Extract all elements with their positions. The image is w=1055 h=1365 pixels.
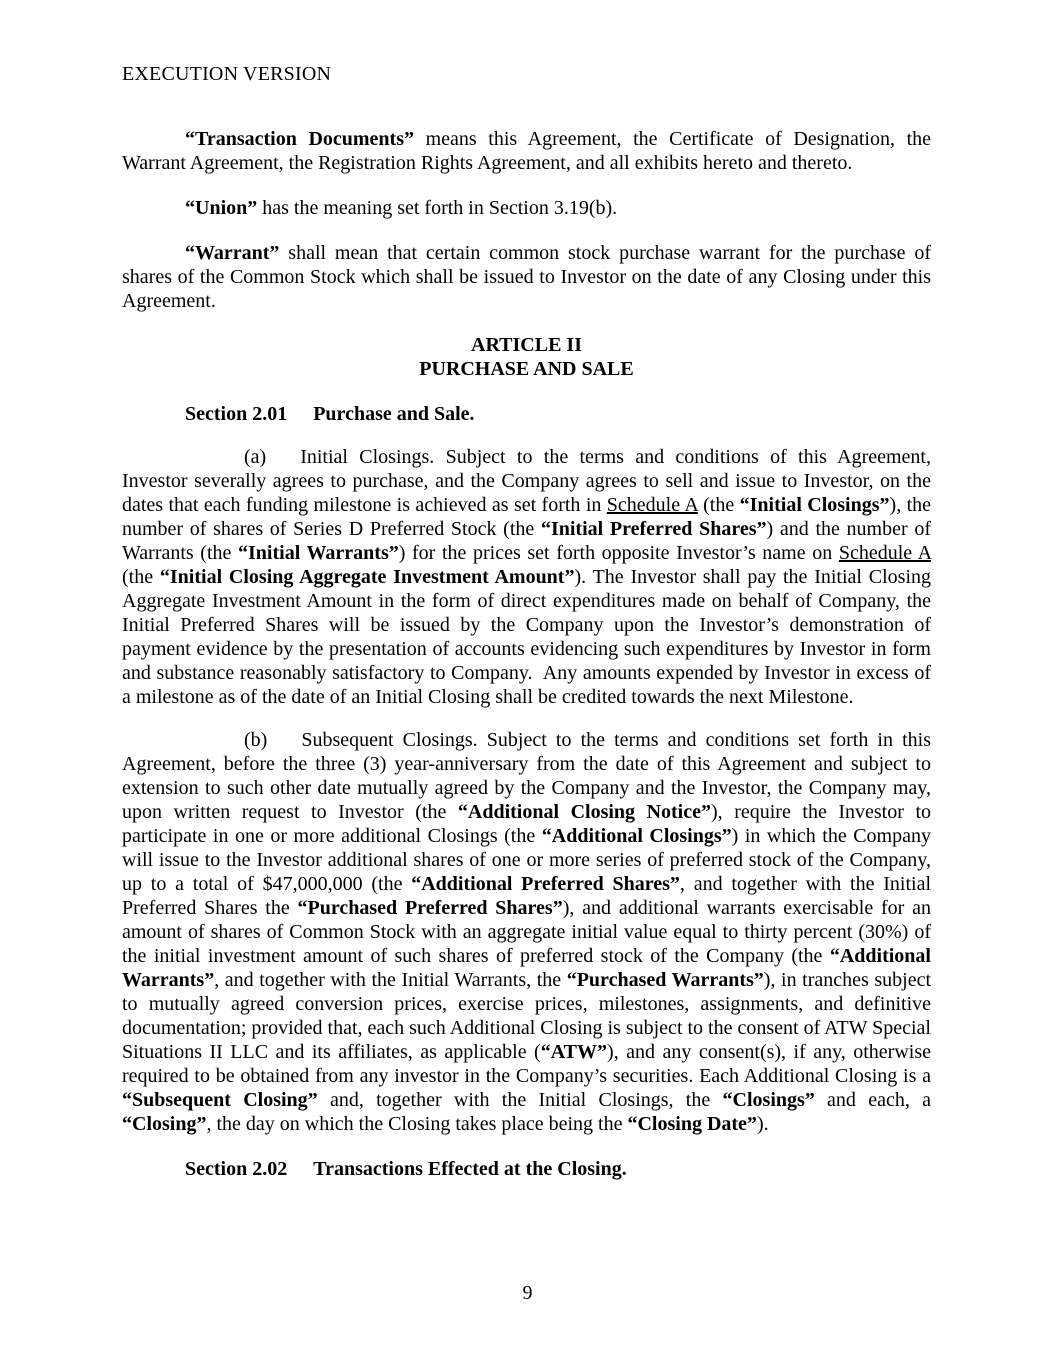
- defined-term: “Initial Closing Aggregate Investment Amount”: [159, 566, 575, 588]
- text-run: , and together with the Initial Warrants, the: [214, 969, 567, 991]
- text-run: ), the number of shares of Series D Preferred Stock (the: [122, 494, 932, 540]
- schedule-reference: Schedule A: [606, 494, 698, 516]
- text-run: ), and additional warrants exercisable for an amount of shares of Common Stock with an aggregate initial value equal to thirty percent (30%) of the initial investment amount of such shares of preferred stock of the Company (the: [122, 897, 931, 967]
- defined-term: “Warrant”: [185, 242, 280, 264]
- text-run: ), in tranches subject to mutually agreed conversion prices, exercise prices, milestones, assignments, and definitive documentation; provided that, each such Additional Closing is subject to the consent of ATW Special Situations II LLC and its affiliates, as applicable (: [122, 969, 932, 1063]
- document-header: [122, 62, 931, 86]
- text-run: Initial Closings. Subject to the terms and conditions of this Agreement, Investor severally agrees to purchase, and the Company agrees to sell and issue to Investor, on the dates that each funding milestone is achieved as set forth in: [122, 446, 931, 516]
- text-run: ).: [756, 1113, 769, 1135]
- body-paragraph: [122, 728, 931, 1136]
- text-run: Subsequent Closings. Subject to the terms and conditions set forth in this Agreement, before the three (3) year-anniversary from the date of this Agreement and subject to extension to such other date mutually agreed by the Company and the Investor, the Company may, upon written request to Investor (the: [122, 729, 931, 823]
- page-number: 9: [522, 1282, 533, 1304]
- defined-term: “Closings”: [722, 1089, 815, 1111]
- defined-term: Purchase and Sale.: [313, 403, 475, 425]
- body-paragraph: [122, 445, 931, 709]
- defined-term: “Additional Preferred Shares”: [411, 873, 680, 895]
- defined-term: “Initial Preferred Shares”: [540, 518, 767, 540]
- defined-term: “ATW”: [540, 1041, 608, 1063]
- defined-term: Section 2.02: [185, 1158, 288, 1180]
- text-run: ), require the Investor to participate in one or more additional Closings (the: [122, 801, 932, 847]
- article-heading: [122, 333, 931, 381]
- defined-term: “Additional Closings”: [541, 825, 732, 847]
- definition-paragraph: [122, 196, 931, 220]
- text-run: (the: [122, 566, 160, 588]
- text-run: has the meaning set forth in Section 3.19(b).: [257, 197, 618, 219]
- defined-term: “Subsequent Closing”: [122, 1089, 318, 1111]
- document-body: [122, 127, 931, 1181]
- text-run: ). The Investor shall pay the Initial Closing Aggregate Investment Amount in the form of direct expenditures made on behalf of Company, the Initial Preferred Shares will be issued by the Company upon the Investor’s demonstration of payment evidence by the presentation of accounts evidencing such expenditures by Investor in form and substance reasonably satisfactory to Company. Any amounts expended by Investor in excess of a milestone as of the date of an Initial Closing shall be credited towards the next Milestone.: [122, 566, 932, 708]
- defined-term: Section 2.01: [185, 403, 288, 425]
- text-run: ) for the prices set forth opposite Investor’s name on: [398, 542, 839, 564]
- text-run: , the day on which the Closing takes place being the: [206, 1113, 628, 1135]
- defined-term: “Additional Closing Notice”: [457, 801, 711, 823]
- text-run: ) in which the Company will issue to the Investor additional shares of one or more series of preferred stock of the Company, up to a total of $47,000,000 (the: [122, 825, 931, 895]
- text-run: and, together with the Initial Closings, the: [317, 1089, 723, 1111]
- defined-term: “Purchased Warrants”: [566, 969, 764, 991]
- text-run: ), and any consent(s), if any, otherwise required to be obtained from any investor in the Company’s securities. Each Additional Closing is a: [122, 1041, 931, 1087]
- text-run: means this Agreement, the Certificate of Designation, the Warrant Agreement, the Registration Rights Agreement, and all exhibits hereto and thereto.: [122, 128, 932, 174]
- text-run: , and together with the Initial Preferred Shares the: [122, 873, 932, 919]
- definition-paragraph: [122, 127, 931, 175]
- text-run: (a): [244, 446, 267, 468]
- schedule-reference: Schedule A: [838, 542, 932, 564]
- text-run: (b): [244, 729, 268, 751]
- defined-term: “Initial Warrants”: [238, 542, 399, 564]
- text-run: shall mean that certain common stock purchase warrant for the purchase of shares of the Common Stock which shall be issued to Investor on the date of any Closing under this Agreement.: [122, 242, 931, 312]
- definition-paragraph: [122, 241, 931, 313]
- text-run: (the: [697, 494, 740, 516]
- defined-term: “Union”: [185, 197, 258, 219]
- defined-term: Transactions Effected at the Closing.: [313, 1158, 627, 1180]
- defined-term: “Transaction Documents”: [185, 128, 414, 150]
- defined-term: “Closing Date”: [627, 1113, 757, 1135]
- defined-term: “Purchased Preferred Shares”: [297, 897, 563, 919]
- text-run: ARTICLE II: [471, 334, 582, 356]
- text-run: ) and the number of Warrants (the: [122, 518, 932, 564]
- text-run: PURCHASE AND SALE: [419, 358, 634, 380]
- text-run: and each, a: [814, 1089, 931, 1111]
- section-heading: [185, 402, 931, 426]
- defined-term: “Initial Closings”: [739, 494, 890, 516]
- defined-term: “Additional Warrants”: [122, 945, 931, 991]
- execution-version-label: EXECUTION VERSION: [122, 63, 332, 85]
- section-heading: [185, 1157, 931, 1181]
- defined-term: “Closing”: [122, 1113, 207, 1135]
